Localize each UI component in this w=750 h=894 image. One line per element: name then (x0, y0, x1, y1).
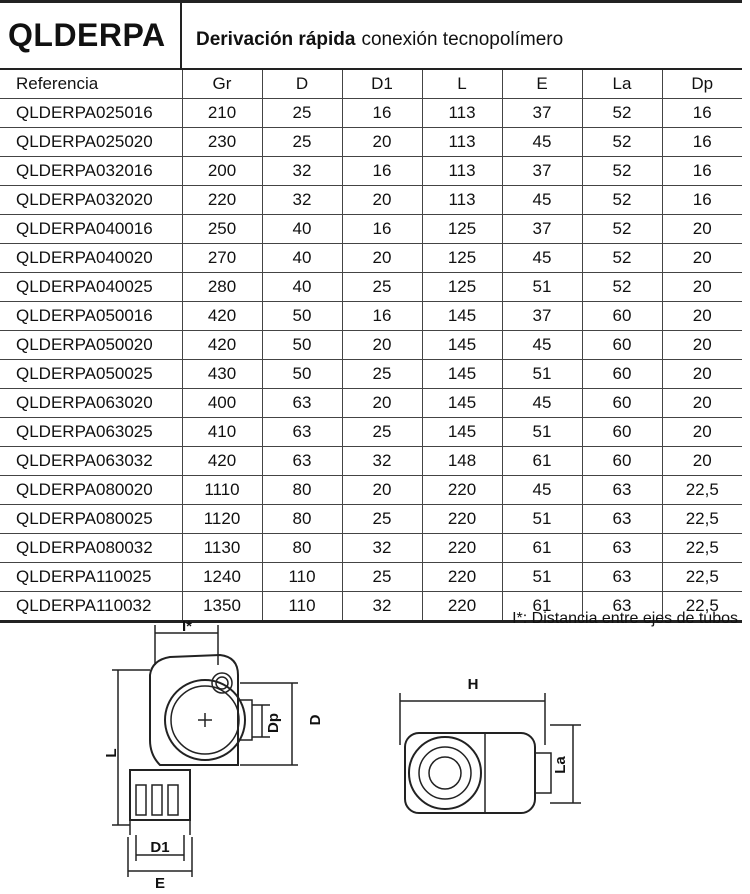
reference-cell: QLDERPA025016 (0, 99, 182, 128)
value-cell: 63 (582, 505, 662, 534)
value-cell: 45 (502, 331, 582, 360)
value-cell: 220 (182, 186, 262, 215)
value-cell: 22,5 (662, 476, 742, 505)
value-cell: 16 (342, 157, 422, 186)
table-row (0, 302, 742, 331)
value-cell: 145 (422, 389, 502, 418)
reference-cell: QLDERPA080020 (0, 476, 182, 505)
value-cell: 52 (582, 157, 662, 186)
table-row (0, 447, 742, 476)
value-cell: 60 (582, 331, 662, 360)
table-row (0, 418, 742, 447)
value-cell: 52 (582, 215, 662, 244)
value-cell: 280 (182, 273, 262, 302)
value-cell: 50 (262, 360, 342, 389)
description-rest: conexión tecnopolímero (361, 28, 564, 50)
value-cell: 45 (502, 186, 582, 215)
value-cell: 63 (582, 534, 662, 563)
value-cell: 20 (342, 389, 422, 418)
label-dp: Dp (265, 713, 282, 733)
value-cell: 37 (502, 99, 582, 128)
column-header: D (262, 69, 342, 99)
reference-cell: QLDERPA050020 (0, 331, 182, 360)
value-cell: 52 (582, 273, 662, 302)
value-cell: 113 (422, 99, 502, 128)
value-cell: 20 (342, 128, 422, 157)
value-cell: 250 (182, 215, 262, 244)
value-cell: 32 (262, 186, 342, 215)
value-cell: 20 (342, 476, 422, 505)
product-code: QLDERPA (0, 3, 182, 68)
value-cell: 51 (502, 563, 582, 592)
value-cell: 40 (262, 273, 342, 302)
value-cell: 50 (262, 331, 342, 360)
table-row (0, 128, 742, 157)
value-cell: 1240 (182, 563, 262, 592)
value-cell: 37 (502, 215, 582, 244)
product-description (182, 3, 563, 68)
description-bold: Derivación rápida (196, 28, 356, 50)
value-cell: 37 (502, 302, 582, 331)
reference-cell: QLDERPA040020 (0, 244, 182, 273)
value-cell: 16 (662, 99, 742, 128)
value-cell: 60 (582, 302, 662, 331)
label-i-star: I* (182, 618, 193, 635)
value-cell: 80 (262, 534, 342, 563)
reference-cell: QLDERPA032016 (0, 157, 182, 186)
label-d1: D1 (150, 839, 170, 856)
value-cell: 210 (182, 99, 262, 128)
footnote: I*: Distancia entre ejes de tubos (512, 610, 738, 627)
label-l: L (103, 748, 120, 758)
value-cell: 420 (182, 302, 262, 331)
value-cell: 25 (342, 273, 422, 302)
reference-cell: QLDERPA063025 (0, 418, 182, 447)
table-row (0, 186, 742, 215)
column-header: E (502, 69, 582, 99)
reference-cell: QLDERPA063032 (0, 447, 182, 476)
value-cell: 200 (182, 157, 262, 186)
value-cell: 25 (342, 563, 422, 592)
reference-cell: QLDERPA040025 (0, 273, 182, 302)
table-row (0, 99, 742, 128)
value-cell: 20 (662, 360, 742, 389)
table-header-row (0, 69, 742, 99)
label-h: H (467, 676, 479, 693)
value-cell: 113 (422, 157, 502, 186)
value-cell: 63 (262, 389, 342, 418)
value-cell: 63 (582, 592, 662, 622)
column-header: D1 (342, 69, 422, 99)
value-cell: 1120 (182, 505, 262, 534)
table-row (0, 360, 742, 389)
value-cell: 145 (422, 331, 502, 360)
label-d: D (307, 714, 324, 726)
value-cell: 16 (662, 157, 742, 186)
value-cell: 20 (662, 389, 742, 418)
reference-cell: QLDERPA040016 (0, 215, 182, 244)
value-cell: 51 (502, 418, 582, 447)
reference-cell: QLDERPA050025 (0, 360, 182, 389)
value-cell: 113 (422, 128, 502, 157)
value-cell: 63 (582, 476, 662, 505)
value-cell: 1110 (182, 476, 262, 505)
value-cell: 25 (342, 505, 422, 534)
value-cell: 220 (422, 592, 502, 622)
value-cell: 61 (502, 592, 582, 622)
value-cell: 20 (662, 418, 742, 447)
reference-cell: QLDERPA050016 (0, 302, 182, 331)
reference-cell: QLDERPA080025 (0, 505, 182, 534)
header (0, 0, 742, 68)
value-cell: 25 (262, 128, 342, 157)
value-cell: 45 (502, 244, 582, 273)
value-cell: 125 (422, 215, 502, 244)
value-cell: 20 (662, 215, 742, 244)
value-cell: 20 (342, 331, 422, 360)
table-row (0, 505, 742, 534)
value-cell: 20 (662, 331, 742, 360)
value-cell: 25 (342, 360, 422, 389)
value-cell: 80 (262, 505, 342, 534)
value-cell: 52 (582, 99, 662, 128)
value-cell: 145 (422, 418, 502, 447)
side-view-drawing (100, 615, 340, 890)
value-cell: 20 (662, 302, 742, 331)
table-row (0, 476, 742, 505)
value-cell: 125 (422, 273, 502, 302)
value-cell: 410 (182, 418, 262, 447)
table-row (0, 563, 742, 592)
value-cell: 420 (182, 447, 262, 476)
value-cell: 32 (342, 592, 422, 622)
label-la: La (552, 756, 569, 774)
value-cell: 220 (422, 534, 502, 563)
value-cell: 37 (502, 157, 582, 186)
table-row (0, 534, 742, 563)
value-cell: 20 (662, 447, 742, 476)
value-cell: 60 (582, 360, 662, 389)
dimensions-table (0, 68, 742, 623)
table-row (0, 244, 742, 273)
value-cell: 45 (502, 389, 582, 418)
value-cell: 50 (262, 302, 342, 331)
value-cell: 110 (262, 592, 342, 622)
value-cell: 52 (582, 128, 662, 157)
value-cell: 16 (342, 215, 422, 244)
value-cell: 20 (342, 186, 422, 215)
value-cell: 32 (342, 447, 422, 476)
value-cell: 22,5 (662, 563, 742, 592)
value-cell: 1130 (182, 534, 262, 563)
value-cell: 430 (182, 360, 262, 389)
value-cell: 60 (582, 389, 662, 418)
value-cell: 40 (262, 244, 342, 273)
value-cell: 230 (182, 128, 262, 157)
value-cell: 125 (422, 244, 502, 273)
label-e: E (154, 875, 166, 890)
reference-cell: QLDERPA025020 (0, 128, 182, 157)
value-cell: 110 (262, 563, 342, 592)
value-cell: 52 (582, 186, 662, 215)
value-cell: 16 (342, 302, 422, 331)
table-row (0, 157, 742, 186)
value-cell: 63 (262, 418, 342, 447)
value-cell: 61 (502, 447, 582, 476)
value-cell: 220 (422, 563, 502, 592)
table-row (0, 331, 742, 360)
value-cell: 16 (342, 99, 422, 128)
column-header: L (422, 69, 502, 99)
value-cell: 63 (582, 563, 662, 592)
value-cell: 113 (422, 186, 502, 215)
value-cell: 32 (342, 534, 422, 563)
value-cell: 20 (662, 273, 742, 302)
table-row (0, 389, 742, 418)
value-cell: 145 (422, 302, 502, 331)
value-cell: 16 (662, 186, 742, 215)
value-cell: 52 (582, 244, 662, 273)
top-view-drawing (385, 665, 595, 820)
value-cell: 22,5 (662, 505, 742, 534)
value-cell: 45 (502, 128, 582, 157)
value-cell: 22,5 (662, 592, 742, 622)
reference-cell: QLDERPA110032 (0, 592, 182, 622)
value-cell: 400 (182, 389, 262, 418)
value-cell: 40 (262, 215, 342, 244)
value-cell: 80 (262, 476, 342, 505)
value-cell: 420 (182, 331, 262, 360)
value-cell: 63 (262, 447, 342, 476)
value-cell: 148 (422, 447, 502, 476)
value-cell: 60 (582, 447, 662, 476)
value-cell: 32 (262, 157, 342, 186)
value-cell: 22,5 (662, 534, 742, 563)
value-cell: 45 (502, 476, 582, 505)
value-cell: 20 (662, 244, 742, 273)
value-cell: 25 (342, 418, 422, 447)
value-cell: 51 (502, 505, 582, 534)
value-cell: 16 (662, 128, 742, 157)
column-header: Referencia (0, 69, 182, 99)
value-cell: 20 (342, 244, 422, 273)
value-cell: 220 (422, 476, 502, 505)
value-cell: 145 (422, 360, 502, 389)
reference-cell: QLDERPA080032 (0, 534, 182, 563)
table-row (0, 215, 742, 244)
value-cell: 51 (502, 360, 582, 389)
value-cell: 25 (262, 99, 342, 128)
column-header: Gr (182, 69, 262, 99)
value-cell: 220 (422, 505, 502, 534)
reference-cell: QLDERPA110025 (0, 563, 182, 592)
reference-cell: QLDERPA063020 (0, 389, 182, 418)
value-cell: 1350 (182, 592, 262, 622)
reference-cell: QLDERPA032020 (0, 186, 182, 215)
column-header: Dp (662, 69, 742, 99)
value-cell: 270 (182, 244, 262, 273)
column-header: La (582, 69, 662, 99)
value-cell: 60 (582, 418, 662, 447)
value-cell: 51 (502, 273, 582, 302)
value-cell: 61 (502, 534, 582, 563)
table-row (0, 273, 742, 302)
